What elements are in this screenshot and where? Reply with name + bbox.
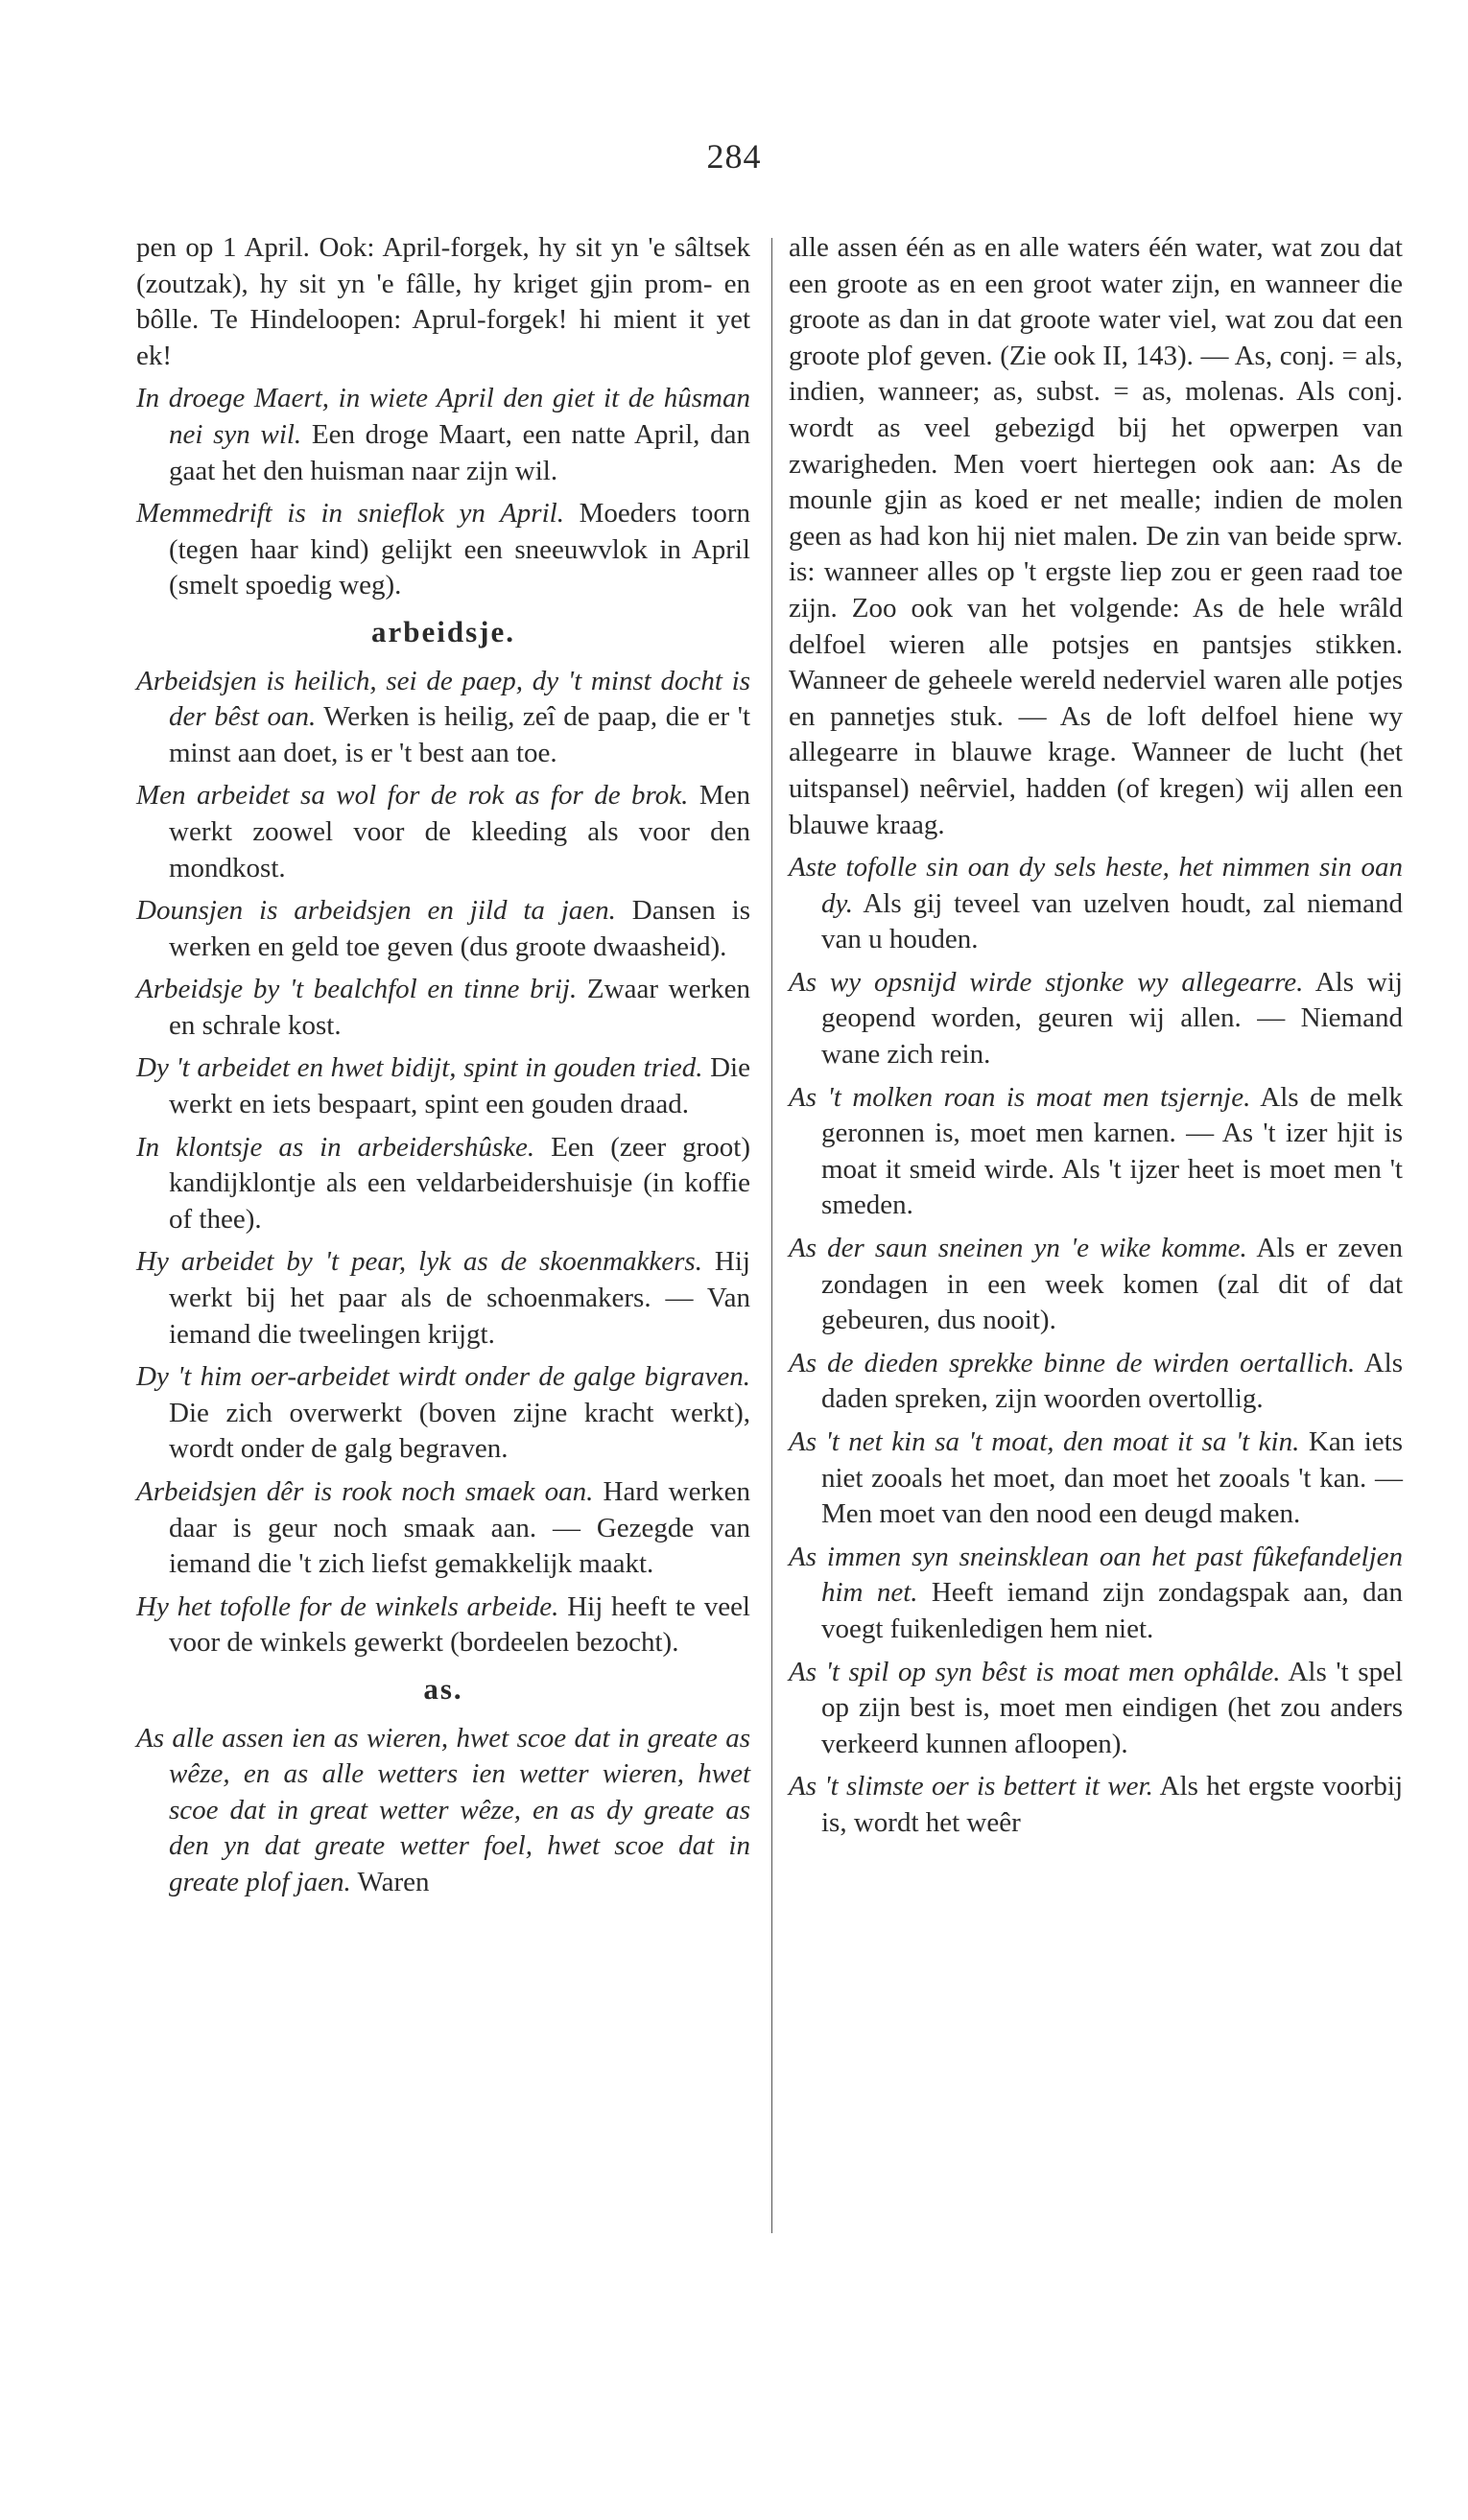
entry	[136, 972, 750, 1044]
entry-text: Werken is heilig, zeî de paap, die er 't minst aan doet, is er 't best aan toe.	[169, 701, 751, 768]
entry-phrase: Arbeidsje by 't bealchfol en tinne brij.	[136, 974, 578, 1005]
entry	[136, 778, 750, 886]
entry-phrase: Memmedrift is in snieflok yn April.	[136, 498, 564, 530]
entry-phrase: In droege Maert, in wiete April den giet it de hûsman nei syn wil.	[136, 383, 750, 450]
entry-text: Zwaar werken en schrale kost.	[169, 974, 750, 1041]
entry-text: Als 't spel op zijn best is, moet men eindigen (het zou anders verkeerd kunnen afloopen).	[821, 1656, 1403, 1759]
entry	[136, 1359, 750, 1468]
entry	[789, 1425, 1403, 1533]
entry-text: Heeft iemand zijn zondagspak aan, dan voegt fuikenledigen hem niet.	[821, 1577, 1403, 1644]
entry	[789, 1540, 1403, 1648]
left-column	[136, 230, 750, 1908]
entry-phrase: Arbeidsjen dêr is rook noch smaek oan.	[136, 1476, 594, 1507]
entry-text: Als er zeven zondagen in een week komen (zal dit of dat gebeuren, dus nooit).	[821, 1233, 1403, 1336]
entry	[789, 1231, 1403, 1339]
entry-text: Als wij geopend worden, geuren wij allen. — Niemand wane zich rein.	[821, 966, 1403, 1071]
entry	[136, 381, 750, 489]
entry	[789, 1655, 1403, 1763]
entry-phrase: In klontsje as in arbeidershûske.	[136, 1131, 535, 1163]
entry-text: pen op 1 April. Ook: April-forgek, hy sit yn 'e sâltsek (zoutzak), hy sit yn 'e fâlle, hy kriget gjin prom- en bôlle. Te Hindeloopen: Aprul-forgek! hi mient it yet ek!	[136, 232, 750, 371]
section-heading-as: as.	[423, 1671, 463, 1706]
entry-phrase: Men arbeidet sa wol for de rok as for de brok.	[136, 780, 689, 812]
entry-phrase: Hy arbeidet by 't pear, lyk as de skoenmakkers.	[136, 1246, 702, 1278]
entry-phrase: Dounsjen is arbeidsjen en jild ta jaen.	[136, 895, 616, 927]
entry	[136, 230, 750, 374]
entry	[136, 1474, 750, 1583]
entry-text: Men werkt zoowel voor de kleeding als voor den mondkost.	[169, 780, 750, 883]
entry	[789, 1080, 1403, 1224]
entry	[136, 664, 750, 772]
section-heading-arbeidsje: arbeidsje.	[370, 614, 515, 648]
entry-phrase: Aste tofolle sin oan dy sels heste, het nimmen sin oan dy.	[789, 852, 1403, 919]
entry-text: Een droge Maart, een natte April, dan gaat het den huisman naar zijn wil.	[169, 418, 750, 486]
entry-phrase: Hy het tofolle for de winkels arbeide.	[136, 1590, 559, 1622]
entry-phrase: As 't molken roan is moat men tsjernje.	[789, 1081, 1251, 1113]
entry-text: Een (zeer groot) kandijklontje als een veldarbeidershuisje (in koffie of thee).	[169, 1131, 750, 1235]
entry	[789, 965, 1403, 1073]
entry-text: Die werkt en iets bespaart, spint een gouden draad.	[169, 1052, 750, 1120]
entry	[136, 1130, 750, 1238]
entry-text: Hij werkt bij het paar als de schoenmakers. — Van iemand die tweelingen krijgt.	[169, 1246, 750, 1350]
entry-phrase: Dy 't arbeidet en hwet bidijt, spint in gouden tried.	[136, 1052, 703, 1084]
entry-phrase: As de dieden sprekke binne de wirden oertallich.	[789, 1347, 1356, 1378]
entry	[789, 850, 1403, 958]
entry-text: Kan iets niet zooals het moet, dan moet het zooals 't kan. — Men moet van den nood een deugd maken.	[821, 1426, 1404, 1530]
entry-text: Als daden spreken, zijn woorden overtollig.	[821, 1347, 1403, 1415]
entry-phrase: As 't net kin sa 't moat, den moat it sa 't kin.	[789, 1426, 1300, 1457]
entry-phrase: Dy 't him oer-arbeidet wirdt onder de galge bigraven.	[136, 1361, 750, 1393]
entry	[136, 1050, 750, 1122]
entry-phrase: As alle assen ien as wieren, hwet scoe dat in greate as wêze, en as alle wetters ien wetter wieren, hwet scoe dat in great wetter wêze, en as dy greate as den yn dat greate wetter foel, hwet scoe dat in greate plof jaen.	[136, 1722, 750, 1897]
entry	[136, 893, 750, 965]
entry-text: Hij heeft te veel voor de winkels gewerkt (bordeelen bezocht).	[169, 1590, 750, 1659]
entry	[136, 1721, 750, 1901]
entry-phrase: As wy opsnijd wirde stjonke wy allegearre.	[789, 966, 1304, 998]
entry-text: Als het ergste voorbij is, wordt het weêr	[821, 1771, 1403, 1838]
entry-phrase: As 't spil op syn bêst is moat men ophâlde.	[789, 1656, 1281, 1687]
entry-phrase: As der saun sneinen yn 'e wike komme.	[789, 1233, 1247, 1264]
entry-text: Als gij teveel van uzelven houdt, zal niemand van u houden.	[821, 887, 1403, 955]
entry	[136, 1590, 750, 1661]
entry-text: Die zich overwerkt (boven zijne kracht werkt), wordt onder de galg begraven.	[169, 1397, 750, 1465]
entry-text: Waren	[350, 1866, 430, 1897]
column-divider	[771, 238, 772, 2233]
entry-text: Als de melk geronnen is, moet men karnen. — As 't izer hjit is moat it smeid wirde. Als 't ijzer heet is moet men 't smeden.	[821, 1081, 1404, 1221]
entry-phrase: As 't slimste oer is bettert it wer.	[789, 1771, 1153, 1802]
entry-text: Hard werken daar is geur noch smaak aan. — Gezegde van iemand die 't zich liefst gemakkelijk maakt.	[169, 1476, 750, 1580]
entry-continuation: alle assen één as en alle waters één water, wat zou dat een groote as en een groot water zijn, en wanneer die groote as dan in dat groote water viel, wat zou dat een groote plof geven. (Zie ook II, 143). — As, conj. = als, indien, wanneer; as, subst. = as, molenas. Als conj. wordt as veel gebezigd bij het opwerpen van zwarigheden. Men voert hiertegen ook aan: As de mounle gjin as koed er net mealle; indien de molen geen as had kon hij niet malen. De zin van beide sprw. is: wanneer alles op 't ergste liep zou er geen raad toe zijn. Zoo ook van het volgende: As de hele wrâld delfoel wieren alle potsjes en pantsjes stikken. Wanneer de geheele wereld nederviel waren alle potjes en pannetjes stuk. — As de loft delfoel hiene wy allegearre in blauwe krage. Wanneer de lucht (het uitspansel) neêrviel, hadden (of kregen) wij allen een blauwe kraag.	[789, 232, 1403, 840]
entry	[136, 1244, 750, 1353]
right-column	[789, 230, 1403, 1849]
entry-phrase: As immen syn sneinsklean oan het past fûkefandeljen him net.	[789, 1541, 1403, 1609]
entry	[136, 496, 750, 604]
page-number: 284	[706, 137, 762, 176]
entry	[789, 1769, 1403, 1841]
entry-phrase: Arbeidsjen is heilich, sei de paep, dy 't minst docht is der bêst oan.	[136, 665, 750, 733]
entry-text: Dansen is werken en geld toe geven (dus groote dwaasheid).	[169, 895, 750, 962]
entry	[789, 1346, 1403, 1418]
entry-text: Moeders toorn (tegen haar kind) gelijkt een sneeuwvlok in April (smelt spoedig weg).	[169, 498, 750, 601]
